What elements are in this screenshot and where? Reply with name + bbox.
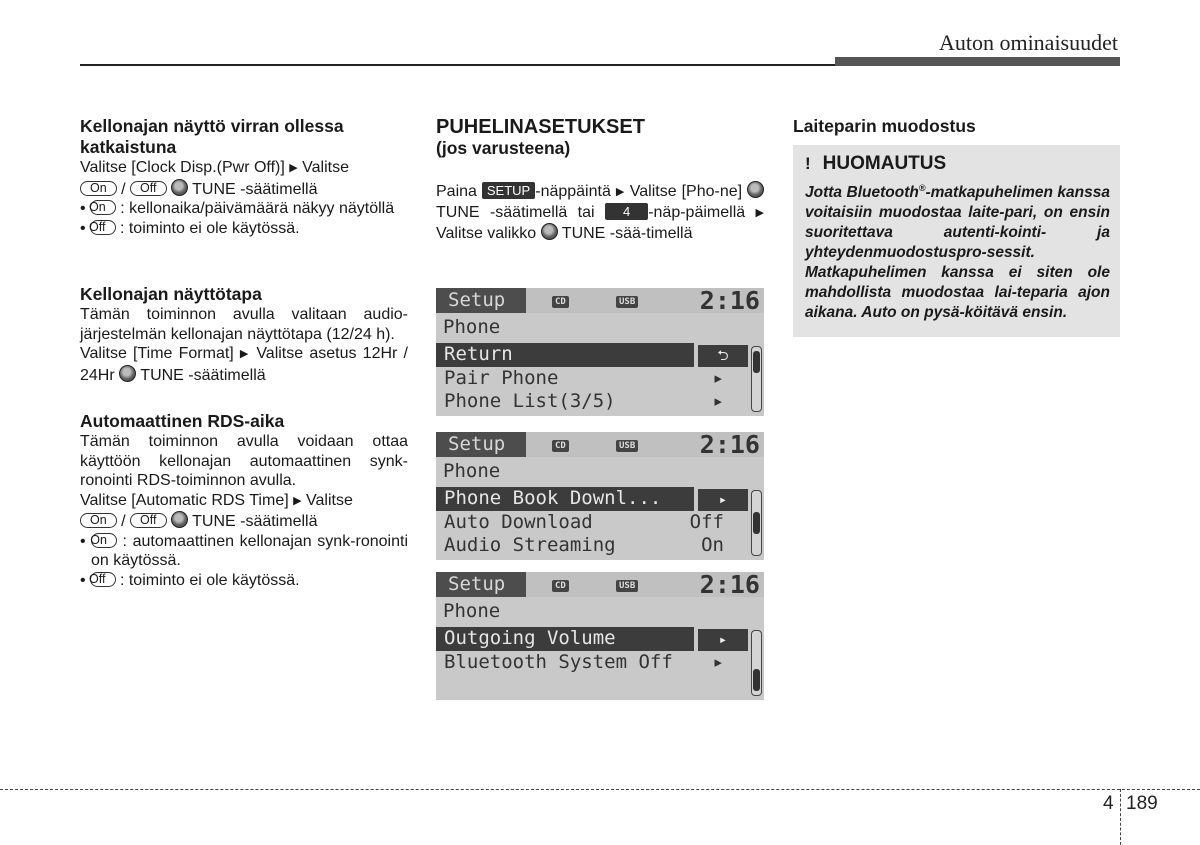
menu-item-return[interactable] xyxy=(436,343,694,367)
setup-screen-2 xyxy=(436,432,764,560)
scrollbar[interactable] xyxy=(751,346,762,412)
menu-item-label: Audio Streaming xyxy=(444,534,616,556)
clock-format-description: Tämän toiminnon avulla valitaan audio-järjestelmän kellonajan näyttötapa (12/24 h). xyxy=(80,306,408,343)
menu-item-pair-phone[interactable] xyxy=(436,367,764,391)
section-title-clock-format: Kellonajan näyttötapa xyxy=(80,284,262,304)
column-middle xyxy=(436,116,764,244)
bullet-on: • On : automaattinen kellonajan synk-ronointi on käytössä. xyxy=(80,532,408,569)
scrollbar[interactable] xyxy=(751,490,762,556)
note-text: Jotta Bluetooth xyxy=(805,183,919,201)
note-box xyxy=(793,145,1120,337)
instruction-text: Valitse [Clock Disp.(Pwr Off)] xyxy=(80,159,285,176)
section-title-rds-time: Automaattinen RDS-aika xyxy=(80,411,285,431)
chevron-right-icon: ▸ xyxy=(712,366,724,389)
menu-item-audio-streaming[interactable] xyxy=(436,534,764,558)
instruction-text: Valitse [Pho-ne] xyxy=(629,183,743,200)
slash: / xyxy=(121,513,126,530)
bullet-off: • Off : toiminto ei ole käytössä. xyxy=(80,219,300,237)
screen-menu-title: Phone xyxy=(443,600,501,622)
header-rule xyxy=(80,64,835,66)
instruction-text: Valitse asetus 12Hr / 24Hr xyxy=(80,345,408,384)
section-title-phone-settings: PUHELINASETUKSET xyxy=(436,116,645,138)
tune-knob-icon xyxy=(119,365,136,382)
off-button-icon: Off xyxy=(90,220,115,235)
arrow-right-icon: ▶ xyxy=(755,206,764,219)
clock-format-instruction xyxy=(80,344,408,385)
rds-time-instruction xyxy=(80,491,408,532)
instruction-text: Valitse xyxy=(302,159,349,176)
screen-menu-title: Phone xyxy=(443,316,501,338)
usb-icon: USB xyxy=(616,296,638,308)
chapter-number: 4 xyxy=(1103,793,1114,814)
arrow-right-icon: ▶ xyxy=(289,162,298,174)
screen-menu-title: Phone xyxy=(443,460,501,482)
screen-setup-label: Setup xyxy=(436,572,526,597)
slash: / xyxy=(121,180,126,198)
cd-icon: CD xyxy=(552,296,569,308)
bullet-text: : automaattinen kellonajan synk-ronointi on käytössä. xyxy=(91,532,408,569)
exclamation-icon: ! xyxy=(805,154,811,173)
arrow-right-icon: ▶ xyxy=(239,348,251,360)
tune-knob-icon xyxy=(541,223,558,240)
screen-setup-label: Setup xyxy=(436,432,526,457)
instruction-text: Paina xyxy=(436,183,477,200)
clock-disp-instruction xyxy=(80,158,408,199)
instruction-text: TUNE -sää-timellä xyxy=(561,225,693,242)
instruction-text: TUNE -säätimellä xyxy=(192,513,318,530)
on-button-icon: On xyxy=(90,200,116,215)
scrollbar[interactable] xyxy=(751,630,762,696)
bullet-off: • Off : toiminto ei ole käytössä. xyxy=(80,571,300,589)
menu-item-value: Off xyxy=(689,510,724,533)
header-bar xyxy=(835,57,1120,66)
note-title-text: HUOMAUTUS xyxy=(822,153,947,174)
note-title xyxy=(805,154,1110,174)
instruction-text: TUNE -säätimellä xyxy=(192,180,318,198)
on-button-icon: On xyxy=(80,181,117,196)
bullet-text: : kellonaika/päivämäärä näkyy näytöllä xyxy=(120,200,395,217)
menu-item-label: Return xyxy=(444,343,513,365)
footer-divider xyxy=(1120,789,1121,845)
bullet-text: : toiminto ei ole käytössä. xyxy=(119,219,300,237)
instruction-text: -näppäintä xyxy=(535,183,611,200)
screen-status-bar xyxy=(436,288,764,313)
tune-knob-icon xyxy=(171,511,188,528)
section-title-pairing: Laiteparin muodostus xyxy=(793,116,976,136)
scrollbar-thumb[interactable] xyxy=(753,512,760,534)
header-title: Auton ominaisuudet xyxy=(938,30,1118,55)
screen-clock: 2:16 xyxy=(699,286,760,315)
chevron-right-icon: ▸ xyxy=(698,489,748,511)
menu-item-label: Phone Book Downl... xyxy=(444,487,662,509)
off-button-icon: Off xyxy=(130,181,166,196)
setup-key-icon: SETUP xyxy=(482,182,535,199)
menu-item-label: Outgoing Volume xyxy=(444,627,616,649)
phone-settings-instruction xyxy=(436,181,764,244)
menu-item-outgoing-volume[interactable] xyxy=(436,627,694,651)
instruction-text: -näp-päimellä xyxy=(648,203,746,221)
column-right xyxy=(793,116,1120,337)
menu-item-auto-download[interactable] xyxy=(436,511,764,535)
off-button-icon: Off xyxy=(90,572,115,587)
setup-screen-1 xyxy=(436,288,764,416)
screen-status-bar xyxy=(436,432,764,457)
setup-screen-3 xyxy=(436,572,764,700)
note-text: -matkapuhelimen kanssa voitaisiin muodostaa laite-pari, on ensin suoritettava autenti-kointi- ja yhteydenmuodostuspro-sessit. Matkapuhelimen kanssa ei siten ole mahdollista muodostaa lai-teparia ajon aikana. Auto on pysä-köitävä ensin. xyxy=(805,183,1110,321)
usb-icon: USB xyxy=(616,440,638,452)
column-left xyxy=(80,116,408,590)
chevron-right-icon: ▸ xyxy=(712,390,724,412)
number-key-icon: 4 xyxy=(605,203,648,220)
menu-item-label: Bluetooth System Off xyxy=(444,650,673,673)
instruction-text: TUNE -säätimellä xyxy=(140,366,266,384)
screen-clock: 2:16 xyxy=(699,570,760,599)
menu-item-label: Pair Phone xyxy=(444,366,559,389)
bullet-text: : toiminto ei ole käytössä. xyxy=(119,571,300,589)
instruction-text: Valitse [Time Format] xyxy=(80,345,234,362)
menu-item-phone-book-download[interactable] xyxy=(436,487,694,511)
on-button-icon: On xyxy=(91,533,117,548)
arrow-right-icon: ▶ xyxy=(615,186,625,198)
screen-clock: 2:16 xyxy=(699,430,760,459)
scrollbar-thumb[interactable] xyxy=(753,669,760,691)
menu-item-label: Phone List(3/5) xyxy=(444,390,616,412)
registered-mark: ® xyxy=(918,182,926,193)
cd-icon: CD xyxy=(552,580,569,592)
usb-icon: USB xyxy=(616,580,638,592)
chevron-right-icon: ▸ xyxy=(698,629,748,651)
instruction-text: Valitse [Automatic RDS Time] xyxy=(80,491,289,509)
scrollbar-thumb[interactable] xyxy=(753,351,760,373)
screen-setup-label: Setup xyxy=(436,288,526,313)
rds-time-description: Tämän toiminnon avulla voidaan ottaa käyttöön kellonajan automaattinen synk-ronointi RDS-toiminnon avulla. xyxy=(80,433,408,489)
menu-item-phone-list[interactable] xyxy=(436,390,764,414)
chevron-right-icon: ▸ xyxy=(712,650,724,673)
screen-status-bar xyxy=(436,572,764,597)
menu-item-bluetooth-system-off[interactable] xyxy=(436,651,764,675)
cd-icon: CD xyxy=(552,440,569,452)
section-subtitle: (jos varusteena) xyxy=(436,138,571,158)
tune-knob-icon xyxy=(747,181,764,198)
menu-item-label: Auto Download xyxy=(444,510,593,533)
instruction-text: Valitse xyxy=(306,491,353,509)
menu-item-value: On xyxy=(701,534,724,556)
instruction-text: Valitse valikko xyxy=(436,225,537,242)
instruction-text: TUNE -säätimellä tai xyxy=(436,203,595,221)
arrow-right-icon: ▶ xyxy=(293,494,302,507)
footer-rule xyxy=(0,789,1200,790)
section-title-clock-display-off: Kellonajan näyttö virran ollessa katkaistuna xyxy=(80,116,344,157)
bullet-on: • On : kellonaika/päivämäärä näkyy näytöllä xyxy=(80,200,395,217)
note-body xyxy=(805,178,1110,323)
off-button-icon: Off xyxy=(130,513,166,528)
page-number: 189 xyxy=(1126,793,1158,814)
tune-knob-icon xyxy=(171,179,188,196)
on-button-icon: On xyxy=(80,513,117,528)
return-icon: ⮌ xyxy=(698,345,748,367)
